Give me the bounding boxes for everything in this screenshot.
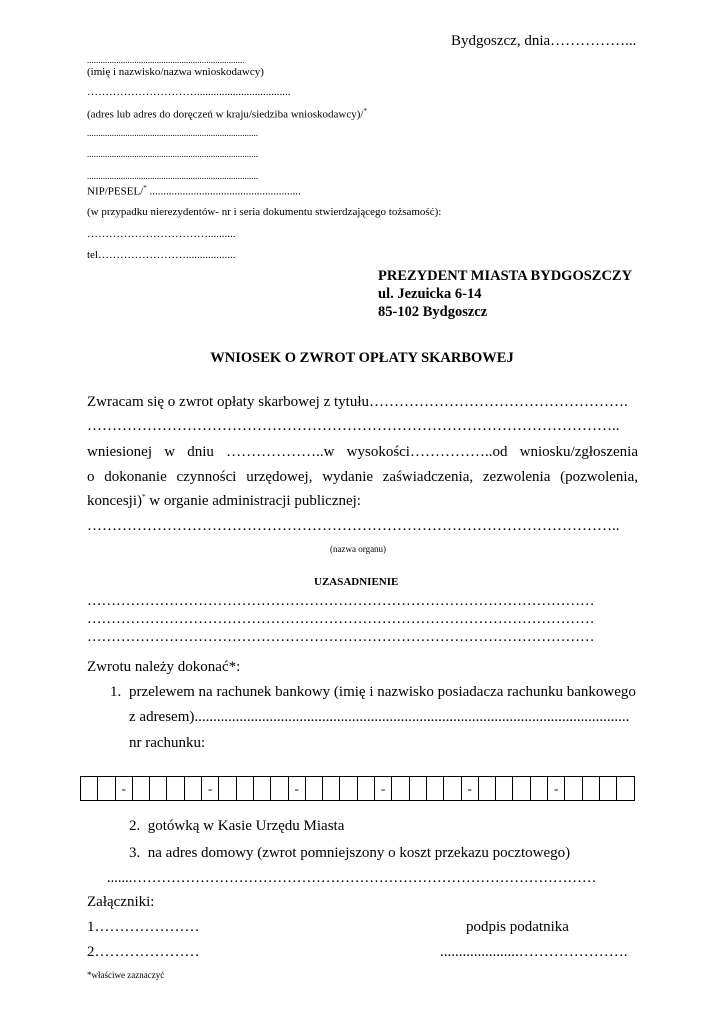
body-line-2: …………………………………………………………………………………………….. (87, 418, 620, 434)
account-digit-cell[interactable] (426, 777, 443, 801)
tel-line: tel…………………….................. (87, 249, 236, 261)
body-footnote-mark: * (141, 493, 146, 501)
refund-heading: Zwrotu należy dokonać*: (87, 659, 241, 675)
address-caption-text: (adres lub adres do doręczeń w kraju/siedziba wnioskodawcy)/ (87, 108, 364, 121)
account-digit-cell[interactable]: - (375, 777, 392, 801)
account-digit-cell[interactable]: - (461, 777, 478, 801)
account-digit-cell[interactable] (340, 777, 357, 801)
account-digit-cell[interactable]: - (115, 777, 132, 801)
attachment-1: 1………………… (87, 919, 200, 935)
attachments-heading: Załączniki: (87, 894, 155, 910)
address-line-extra: ............................................................................ (87, 128, 258, 138)
account-digit-cell[interactable] (150, 777, 167, 801)
account-digit-cell[interactable] (496, 777, 513, 801)
justification-line: …………………………………………………………………………………………… (87, 593, 595, 609)
footnote: *właściwe zaznaczyć (87, 970, 165, 980)
recipient-city: 85-102 Bydgoszcz (378, 304, 488, 320)
account-digit-cell[interactable]: - (202, 777, 219, 801)
refund-option-3-number: 3. (129, 845, 141, 861)
address-caption (87, 107, 367, 121)
account-digit-cell[interactable] (305, 777, 322, 801)
account-digit-cell[interactable]: - (288, 777, 305, 801)
account-number-row (81, 777, 635, 801)
organ-line: …………………………………………………………………………………………….. (87, 518, 620, 534)
account-digit-cell[interactable] (513, 777, 530, 801)
account-digit-cell[interactable] (81, 777, 98, 801)
body-line-5-end: w organie administracji publicznej: (145, 493, 361, 509)
body-line-1: Zwracam się o zwrot opłaty skarbowej z tytułu……………………………………………. (87, 394, 628, 410)
nip-pesel-label: NIP/PESEL/ (87, 185, 144, 198)
name-line: ...................................................................... (87, 55, 245, 65)
refund-option-2-text: gotówką w Kasie Urzędu Miasta (147, 818, 345, 834)
account-digit-cell[interactable] (599, 777, 616, 801)
account-digit-cell[interactable] (132, 777, 149, 801)
address-line-extra: ............................................................................ (87, 171, 258, 181)
body-line-5 (87, 493, 361, 510)
account-number-label: nr rachunku: (129, 735, 206, 751)
account-digit-cell[interactable] (530, 777, 547, 801)
place-date: Bydgoszcz, dnia……………... (451, 33, 637, 49)
account-digit-cell[interactable] (357, 777, 374, 801)
body-line-5-start: koncesji) (87, 493, 142, 509)
refund-option-3 (129, 845, 570, 862)
refund-address-line: .......…………………………………………………………………………………… (107, 870, 597, 886)
account-digit-cell[interactable] (236, 777, 253, 801)
account-digit-cell[interactable] (617, 777, 634, 801)
address-caption-footnote-mark: * (363, 107, 367, 115)
name-caption: (imię i nazwisko/nazwa wnioskodawcy) (87, 66, 264, 78)
account-number-grid (80, 776, 635, 801)
attachment-2: 2………………… (87, 944, 200, 960)
account-digit-cell[interactable] (184, 777, 201, 801)
document-title: WNIOSEK O ZWROT OPŁATY SKARBOWEJ (210, 350, 514, 366)
signature-line: .....................…………………. (440, 944, 628, 960)
body-line-4: o dokonanie czynności urzędowej, wydanie zaświadczenia, zezwolenia (pozwolenia, (87, 469, 638, 485)
account-digit-cell[interactable] (582, 777, 599, 801)
account-digit-cell[interactable] (253, 777, 270, 801)
refund-option-2-number: 2. (129, 818, 141, 834)
organ-caption: (nazwa organu) (330, 544, 387, 554)
account-digit-cell[interactable] (167, 777, 184, 801)
nip-pesel-field (87, 184, 301, 198)
nip-pesel-dots: ....................................................... (146, 185, 301, 198)
address-line: ………………………….................................. (87, 86, 291, 98)
recipient-name: PREZYDENT MIASTA BYDGOSZCZY (378, 268, 633, 284)
nonresident-caption: (w przypadku nierezydentów- nr i seria dokumentu stwierdzającego tożsamość): (87, 206, 442, 218)
account-digit-cell[interactable] (478, 777, 495, 801)
refund-option-1-text: przelewem na rachunek bankowy (imię i nazwisko posiadacza rachunku bankowego (129, 684, 636, 700)
justification-line: …………………………………………………………………………………………… (87, 629, 595, 645)
account-digit-cell[interactable] (323, 777, 340, 801)
body-line-3: wniesionej w dniu ………………..w wysokości……………..od wniosku/zgłoszenia (87, 444, 638, 460)
signature-label: podpis podatnika (466, 919, 569, 935)
justification-line: …………………………………………………………………………………………… (87, 611, 595, 627)
account-digit-cell[interactable] (409, 777, 426, 801)
account-digit-cell[interactable] (271, 777, 288, 801)
account-digit-cell[interactable] (98, 777, 115, 801)
recipient-street: ul. Jezuicka 6-14 (378, 286, 482, 302)
refund-option-3-text: na adres domowy (zwrot pomniejszony o koszt przekazu pocztowego) (147, 845, 571, 861)
refund-option-2 (129, 818, 344, 835)
nip-footnote-mark: * (143, 184, 147, 192)
account-digit-cell[interactable] (219, 777, 236, 801)
nonresident-line: …………………………….......... (87, 228, 236, 240)
address-line-extra: ............................................................................ (87, 149, 258, 159)
justification-heading: UZASADNIENIE (314, 576, 399, 588)
account-digit-cell[interactable] (565, 777, 582, 801)
account-digit-cell[interactable] (444, 777, 461, 801)
refund-option-1-number: 1. (110, 684, 122, 700)
refund-option-1-address: z adresem).................................................................................................................... (129, 709, 630, 725)
account-digit-cell[interactable]: - (548, 777, 565, 801)
account-digit-cell[interactable] (392, 777, 409, 801)
